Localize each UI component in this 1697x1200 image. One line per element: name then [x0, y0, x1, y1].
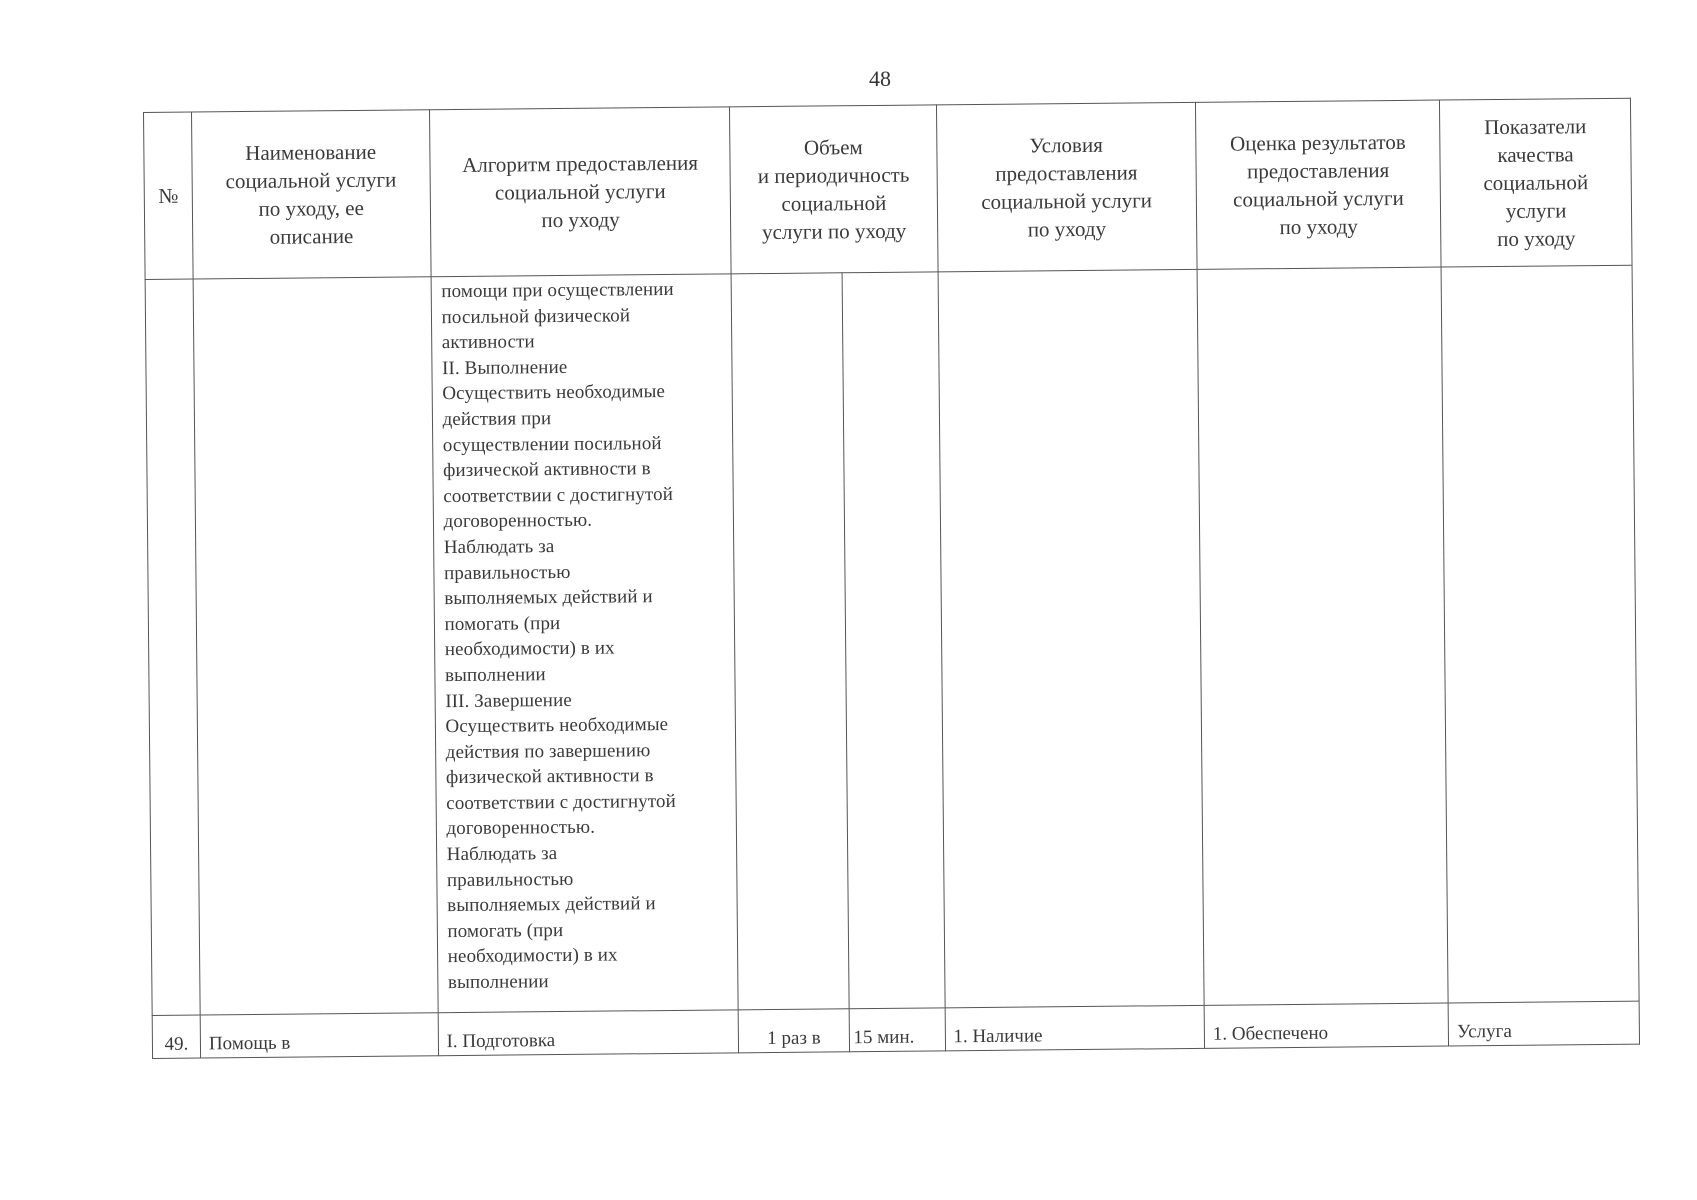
- cell-algorithm: [431, 274, 739, 1013]
- cell-number: 49.: [152, 1015, 200, 1058]
- header-volume: Объем и периодичность социальной услуги по уходу: [730, 105, 938, 274]
- header-number: №: [144, 112, 194, 279]
- header-algorithm: Алгоритм предоставления социальной услуги по уходу: [429, 107, 731, 277]
- document-sheet: [143, 98, 1640, 1059]
- cell-periodicity: 1 раз в: [739, 1009, 850, 1053]
- cell-name-empty: [193, 277, 438, 1015]
- services-table: [143, 98, 1640, 1059]
- cell-algorithm-start: I. Подготовка: [438, 1010, 739, 1056]
- cell-name: Помощь в: [200, 1013, 438, 1058]
- algorithm-text: помощи при осуществлении посильной физической активности II. Выполнение Осуществить необходимые действия при осуществлении посильной физической активности в соответствии с достигнутой договоренностью. Наблюдать за правильностью выполняемых действий и помогать (при необходимости) в их выполнении III. Завершение Осуществить необходимые действия по завершению физической активности в соответствии с достигнутой договоренностью. Наблюдать за правильностью выполняемых действий и помогать (при необходимости) в их выполнении: [441, 278, 676, 994]
- cell-periodicity-empty: [732, 273, 849, 1010]
- header-quality: Показатели качества социальной услуги по уходу: [1440, 98, 1632, 267]
- cell-duration-empty: [842, 272, 945, 1009]
- cell-conditions-empty: [938, 269, 1205, 1007]
- header-conditions: Условия предоставления социальной услуги по уходу: [936, 102, 1197, 271]
- header-service-name: Наименование социальной услуги по уходу, ее описание: [191, 110, 430, 279]
- table-header: [144, 98, 1633, 279]
- cell-evaluation-empty: [1197, 267, 1448, 1005]
- cell-quality-empty: [1441, 265, 1639, 1003]
- cell-evaluation: 1. Обеспечено: [1204, 1003, 1449, 1048]
- cell-number-empty: [145, 279, 200, 1015]
- cell-duration: 15 мин.: [849, 1008, 945, 1052]
- table-row-continued: [145, 265, 1639, 1015]
- cell-quality: Услуга: [1448, 1001, 1639, 1046]
- header-evaluation: Оценка результатов предоставления социальной услуги по уходу: [1195, 100, 1441, 269]
- page-number: 48: [869, 66, 891, 91]
- cell-conditions: 1. Наличие: [945, 1005, 1205, 1050]
